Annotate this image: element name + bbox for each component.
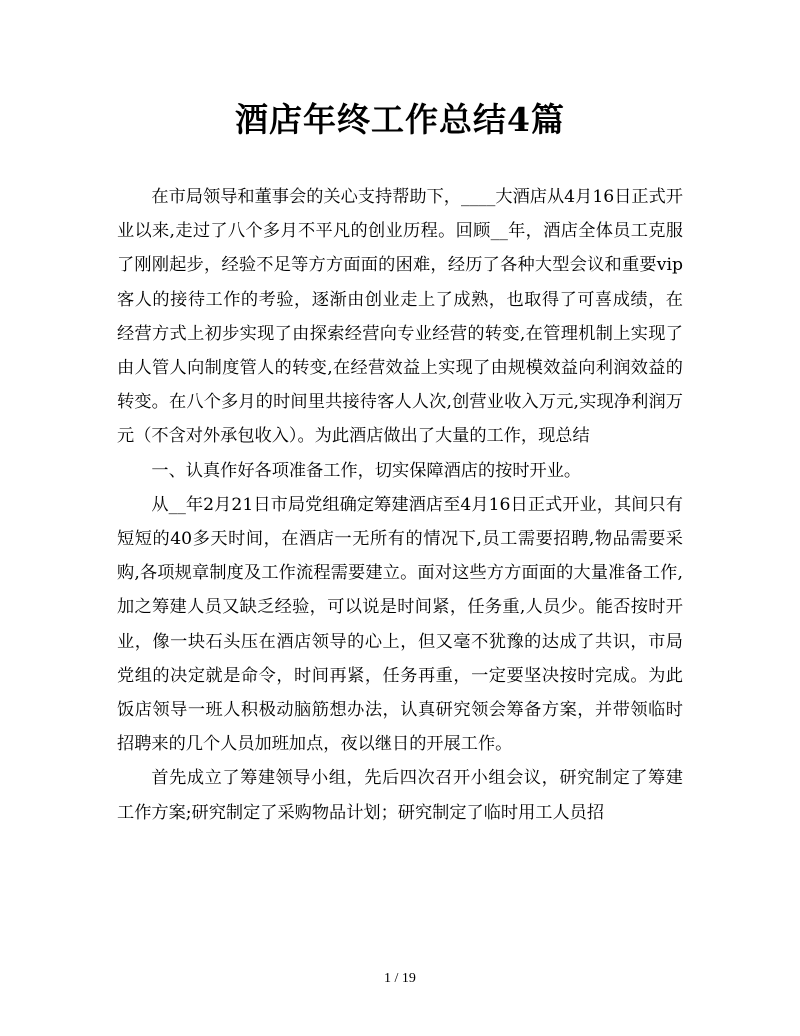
paragraph-preparation: 从__年2月21日市局党组确定筹建酒店至4月16日正式开业，其间只有短短的40多天时间，在酒店一无所有的情况下,员工需要招聘,物品需要采购,各项规章制度及工作流程需要建立。面对这些方方面面的大量准备工作,加之筹建人员又缺乏经验，可以说是时间紧，任务重,人员少。能否按时开业，像一块石头压在酒店领导的心上，但又毫不犹豫的达成了共识，市局党组的决定就是命令，时间再紧，任务再重，一定要坚决按时完成。为此饭店领导一班人积极动脑筋想办法，认真研究领会筹备方案，并带领临时招聘来的几个人员加班加点，夜以继日的开展工作。 <box>117 494 683 755</box>
paragraph-first-steps: 首先成立了筹建领导小组，先后四次召开小组会议，研究制定了筹建工作方案;研究制定了采购物品计划；研究制定了临时用工人员招 <box>117 768 683 823</box>
section-heading-1: 一、认真作好各项准备工作，切实保障酒店的按时开业。 <box>151 460 582 481</box>
document-body <box>117 180 683 830</box>
document-title: 酒店年终工作总结4篇 <box>235 100 565 139</box>
paragraph-intro: 在市局领导和董事会的关心支持帮助下，____大酒店从4月16日正式开业以来,走过了八个多月不平凡的创业历程。回顾__年，酒店全体员工克服了刚刚起步，经验不足等方方面面的困难，经历了各种大型会议和重要vip客人的接待工作的考验，逐渐由创业走上了成熟，也取得了可喜成绩，在经营方式上初步实现了由探索经营向专业经营的转变,在管理机制上实现了由人管人向制度管人的转变,在经营效益上实现了由规模效益向利润效益的转变。在八个多月的时间里共接待客人人次,创营业收入万元,实现净利润万元（不含对外承包收入）。为此酒店做出了大量的工作，现总结 <box>117 187 683 447</box>
page-number: 1 / 19 <box>384 971 416 986</box>
